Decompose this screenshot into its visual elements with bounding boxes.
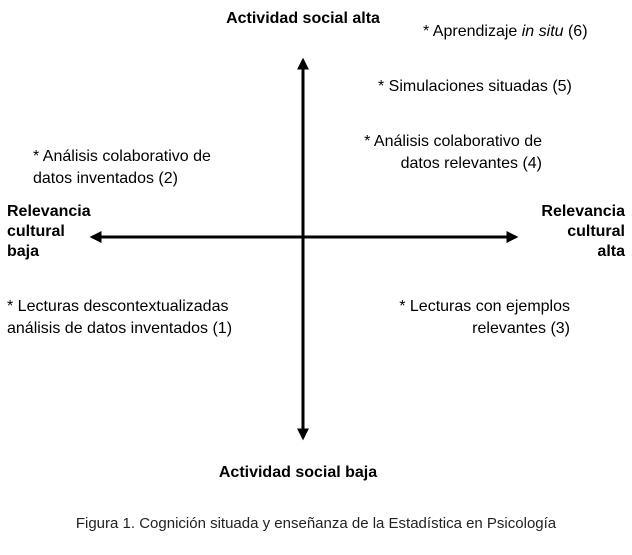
item-analisis-colaborativo-inventados — [33, 146, 211, 190]
item-analisis-colaborativo-relevantes — [364, 131, 542, 175]
item3-line: relevantes (3) — [472, 320, 570, 337]
item2-line: datos inventados (2) — [33, 170, 178, 187]
axis-label-right-line: Relevancia — [541, 203, 625, 220]
item6-prefix: * Aprendizaje — [423, 23, 522, 40]
item-lecturas-ejemplos-relevantes — [399, 296, 570, 340]
item-lecturas-descontextualizadas — [7, 296, 232, 340]
item1-line: análisis de datos inventados (1) — [7, 320, 233, 337]
axis-label-left — [7, 202, 91, 262]
axis-label-right — [541, 202, 625, 262]
item2-line: * Análisis colaborativo de — [33, 148, 211, 165]
item-simulaciones-situadas: * Simulaciones situadas (5) — [378, 78, 572, 95]
axis-label-left-line: cultural — [7, 223, 65, 240]
item-aprendizaje-in-situ — [423, 21, 588, 43]
axis-label-right-line: cultural — [567, 223, 625, 240]
axis-label-bottom: Actividad social baja — [218, 464, 378, 481]
item3-line: * Lecturas con ejemplos — [399, 298, 570, 315]
item4-line: datos relevantes (4) — [400, 155, 542, 172]
item4-line: * Análisis colaborativo de — [364, 133, 542, 150]
axis-label-left-line: baja — [7, 243, 40, 260]
item6-italic: in situ — [521, 23, 564, 40]
item6-suffix: (6) — [563, 23, 588, 40]
axis-label-right-line: alta — [597, 243, 625, 260]
item1-line: * Lecturas descontextualizadas — [7, 298, 229, 315]
axis-label-left-line: Relevancia — [7, 203, 91, 220]
figure-caption: Figura 1. Cognición situada y enseñanza de la Estadística en Psicología — [75, 515, 557, 532]
axis-label-top: Actividad social alta — [226, 10, 380, 27]
